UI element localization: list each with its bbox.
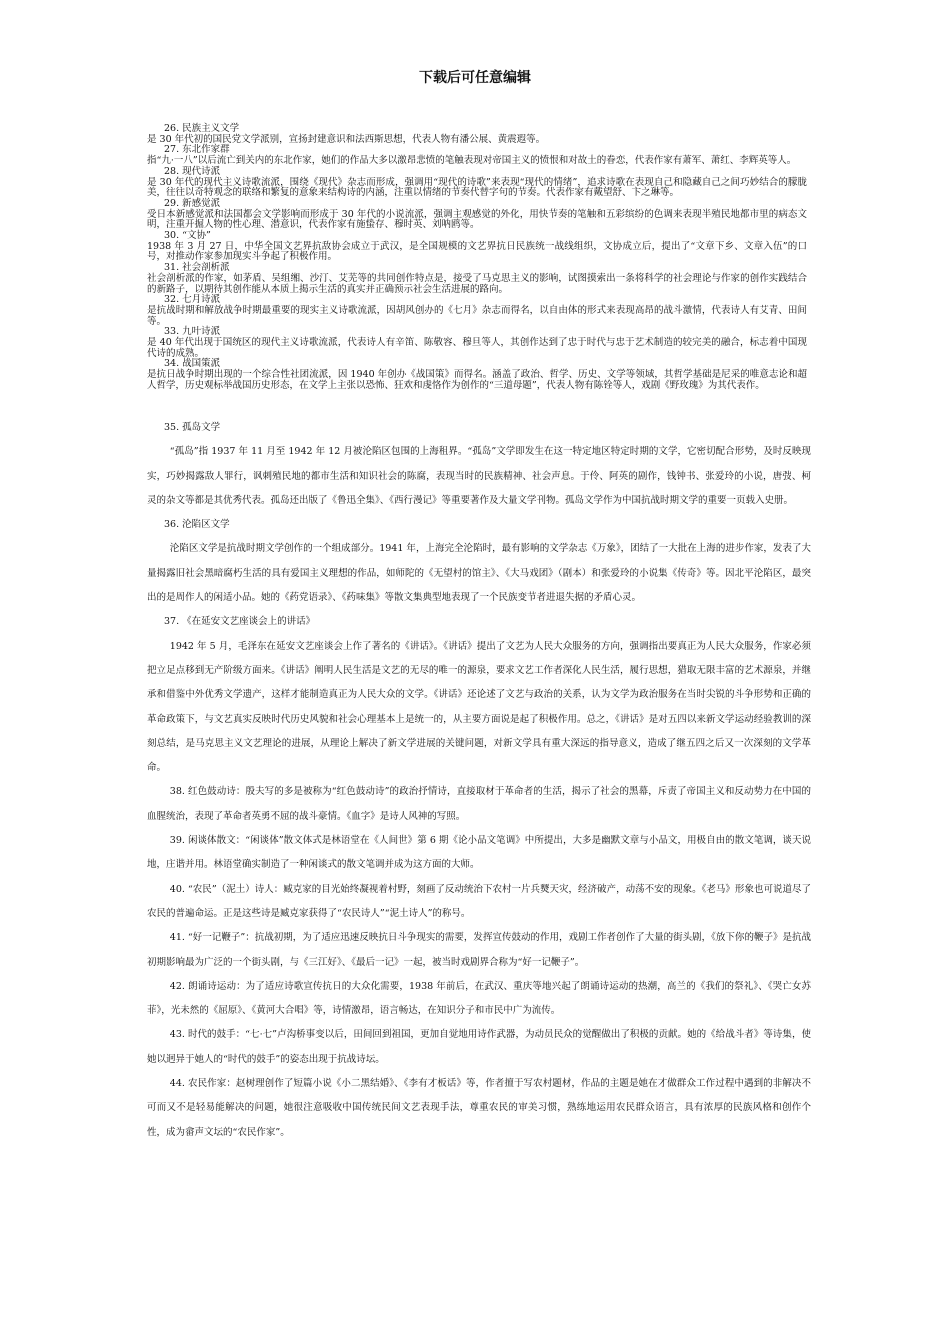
entry-title: 26. 民族主义文学: [164, 123, 240, 134]
entry-title: 28. 现代诗派: [164, 165, 221, 177]
entry-body: 受日本新感觉派和法国都会文学影响而形成于 30 年代的小说流派，强调主观感觉的外化，用快节奏的笔触和五彩缤纷的色调来表现半殖民地都市里的病态文明，注重开掘人物的性心理、潜意识，代表作家有施蛰存、穆时英、刘呐鸥等。: [147, 208, 807, 231]
entry-paragraph: 38. 红色鼓动诗：殷夫写的多是被称为“红色鼓动诗”的政治抒情诗，直接取材于革命者的生活，揭示了社会的黑幕，斥责了帝国主义和反动势力在中国的血腥统治，表现了革命者英勇不屈的战斗豪情。《血字》是诗人风神的写照。: [147, 786, 811, 822]
entry-body: 1942 年 5 月，毛泽东在延安文艺座谈会上作了著名的《讲话》。《讲话》提出了文艺为人民大众服务的方向，强调指出要真正为人民大众服务，作家必须把立足点移到无产阶级方面来。《讲话》阐明人民生活是文艺的无尽的唯一的源泉，要求文艺工作者深化人民生活，履行思想，猎取无限丰富的艺术源泉，并继承和借鉴中外优秀文学遗产，这样才能制造真正为人民大众的文学。《讲话》还论述了文艺与政治的关系，认为文学为政治服务在当时尖锐的斗争形势和正确的革命政策下，与文艺真实反映时代历史风貌和社会心理基本上是统一的，从主要方面说是起了积极作用。总之，《讲话》是对五四以来新文学运动经验教训的深刻总结，是马克思主义文艺理论的进展，从理论上解决了新文学进展的关键问题，对新文学具有重大深远的指导意义，造成了继五四之后又一次深刻的文学革命。: [147, 640, 811, 774]
entry-body: 社会剖析派的作家，如茅盾、吴组缃、沙汀、艾芜等的共同创作特点是，接受了马克思主义的影响，试图摸索出一条将科学的社会理论与作家的创作实践结合的新路子，以期待其创作能从本质上揭示生活的真实并正确预示社会生活进展的路向。: [147, 272, 807, 295]
entry-body: 是抗战时期和解放战争时期最重要的现实主义诗歌流派，因胡风创办的《七月》杂志而得名，以自由体的形式来表现高昂的战斗激情，代表诗人有艾青、田间等。: [147, 304, 807, 327]
entry-body: 1938 年 3 月 27 日，中华全国文艺界抗敌协会成立于武汉，是全国规模的文艺界抗日民族统一战线组织，文协成立后，提出了“文章下乡、文章入伍”的口号，对推动作家参加现实斗争起了积极作用。: [147, 240, 807, 263]
entry-paragraph: 41. “好一记鞭子”：抗战初期，为了适应迅速反映抗日斗争现实的需要，发挥宣传鼓动的作用，戏剧工作者创作了大量的街头剧，《放下你的鞭子》是抗战初期影响最为广泛的一个街头剧，与《三江好》、《最后一记》一起，被当时戏剧界合称为“好一记鞭子”。: [147, 932, 811, 968]
entry-title: 37. 《在延安文艺座谈会上的讲话》: [164, 616, 316, 628]
entry-title: 27. 东北作家群: [164, 144, 230, 156]
entry-title: 35. 孤岛文学: [164, 422, 221, 433]
entry-title: 32. 七月诗派: [164, 294, 221, 306]
entry-body: “孤岛”指 1937 年 11 月至 1942 年 12 月被沦陷区包围的上海租界。“孤岛”文学即发生在这一特定地区特定时期的文学，它密切配合形势，及时反映现实，巧妙揭露敌人罪行，讽刺殖民地的都市生活和知识社会的陈腐，表现当时的民族精神、社会声息。于伶、阿英的剧作，钱钟书、张爱玲的小说，唐弢、柯灵的杂文等都是其优秀代表。孤岛还出版了《鲁迅全集》、《西行漫记》等重要著作及大量文学刊物。孤岛文学作为中国抗战时期文学的重要一页载入史册。: [147, 446, 811, 506]
entry-paragraph: 39. 闲谈体散文：“闲谈体”散文体式是林语堂在《人间世》第 6 期《论小品文笔调》中所提出，大多是幽默文章与小品文，用极自由的散文笔调，谈天说地，庄谐并用。林语堂确实制造了一种闲谈式的散文笔调并成为这方面的大师。: [147, 835, 811, 871]
entry-title: 30. “文协”: [164, 230, 211, 242]
entry-paragraph: 42. 朗诵诗运动：为了适应诗歌宣传抗日的大众化需要，1938 年前后，在武汉、重庆等地兴起了朗诵诗运动的热潮，高兰的《我们的祭礼》、《哭亡女苏菲》，光未然的《屈原》、《黄河大合唱》等，诗情激昂，语言畅达，在知识分子和市民中广为流传。: [147, 980, 811, 1017]
entry-body: 沦陷区文学是抗战时期文学创作的一个组成部分。1941 年，上海完全沦陷时，最有影响的文学杂志《万象》，团结了一大批在上海的进步作家，发表了大量揭露旧社会黑暗腐朽生活的具有爱国主义理想的作品，如师陀的《无望村的馆主》、《大马戏团》（剧本）和张爱玲的小说集《传奇》等。因北平沦陷区，最突出的是周作人的闲适小品。她的《药党语录》、《药味集》等散文集典型地表现了一个民族变节者进退失据的矛盾心灵。: [147, 543, 811, 604]
spaced-section: [147, 416, 811, 1145]
entry-title: 36. 沦陷区文学: [164, 519, 230, 531]
entry-body: 是 40 年代出现于国统区的现代主义诗歌流派，代表诗人有辛笛、陈敬容、穆旦等人，其创作达到了忠于时代与忠于艺术制造的较完美的融合，标志着中国现代诗的成熟。: [147, 337, 807, 359]
entry-paragraph: 43. 时代的鼓手：“七·七”卢沟桥事变以后，田间回到祖国，更加自觉地用诗作武器，为动员民众的觉醒做出了积极的贡献。她的《给战斗者》等诗集，使她以迥异于她人的“时代的鼓手”的姿态出现于抗战诗坛。: [147, 1029, 811, 1065]
entry-paragraph: 40. “农民”（泥土）诗人：臧克家的目光始终凝视着村野，刻画了反动统治下农村一片兵燹天灾，经济破产，动荡不安的现象。《老马》形象也可说道尽了农民的普遍命运。正是这些诗是臧克家获得了“农民诗人”“泥土诗人”的称号。: [147, 883, 811, 919]
entry-title: 34. 战国策派: [164, 358, 221, 370]
entry-title: 33. 九叶诗派: [164, 326, 221, 338]
dense-section: [147, 124, 807, 392]
entry-body: 是 30 年代初的国民党文学派别，宣扬封建意识和法西斯思想，代表人物有潘公展、黄震遐等。: [147, 133, 546, 145]
entry-title: 31. 社会剖析派: [164, 262, 230, 274]
entry-body: 是抗日战争时期出现的一个综合性社团流派，因 1940 年创办《战国策》而得名。涵盖了政治、哲学、历史、文学等领域，其哲学基础是尼采的唯意志论和超人哲学，历史观标举战国历史形态，在文学上主张以恐怖、狂欢和虔恪作为创作的“三道母题”，代表人物有陈铨等人，戏剧《野玫瑰》为其代表作。: [147, 369, 807, 391]
entry-paragraph: 44. 农民作家：赵树理创作了短篇小说《小二黑结婚》、《李有才板话》等，作者擅于写农村题材，作品的主题是她在才做群众工作过程中遇到的非解决不可而又不是轻易能解决的问题，她很注意吸收中国传统民间文艺表现手法，尊重农民的审美习惯，熟练地运用农民群众语言，具有浓厚的民族风格和创作个性，成为畲声文坛的“农民作家”。: [147, 1078, 811, 1138]
entry-body: 是 30 年代的现代主义诗歌流派，围绕《现代》杂志而形成，强调用“现代的诗歌”来表现“现代的情绪”，追求诗歌在表现自己和隐藏自己之间巧妙结合的朦胧美，往往以奇特观念的联络和繁复的意象来结构诗的内涵，注重以情绪的节奏代替字句的节奏。代表作家有戴望舒、卞之琳等。: [147, 176, 807, 199]
page-header: 下载后可任意编辑: [419, 70, 531, 86]
entry-title: 29. 新感觉派: [164, 197, 221, 209]
entry-body: 指“九·一八”以后流亡到关内的东北作家，她们的作品大多以激昂悲愤的笔触表现对帝国主义的愤恨和对故土的眷恋，代表作家有萧军、萧红、李辉英等人。: [147, 155, 797, 167]
